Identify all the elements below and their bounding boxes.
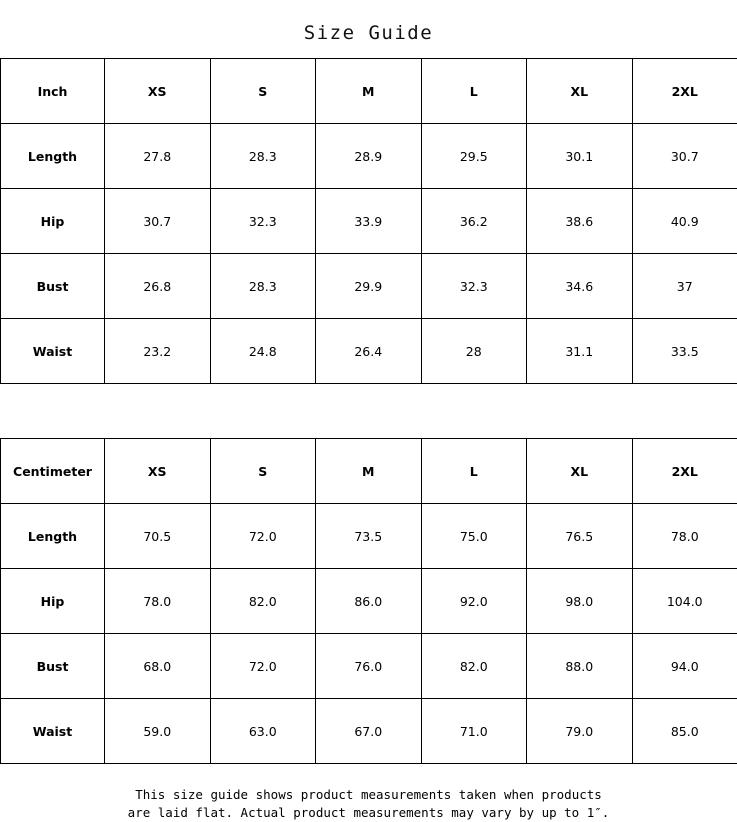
cell-hip-xs: 30.7 <box>105 189 211 254</box>
column-header-xl: XL <box>527 439 633 504</box>
cell-waist-l: 71.0 <box>421 699 527 764</box>
cell-hip-xl: 98.0 <box>527 569 633 634</box>
cell-bust-xs: 26.8 <box>105 254 211 319</box>
cell-waist-l: 28 <box>421 319 527 384</box>
row-label-bust: Bust <box>1 634 105 699</box>
cell-waist-xs: 23.2 <box>105 319 211 384</box>
footer-line-1: This size guide shows product measurements taken when products <box>0 786 737 804</box>
column-header-s: S <box>210 439 316 504</box>
row-label-waist: Waist <box>1 319 105 384</box>
cell-length-s: 28.3 <box>210 124 316 189</box>
cell-bust-l: 32.3 <box>421 254 527 319</box>
cell-bust-s: 28.3 <box>210 254 316 319</box>
unit-label-centimeter: Centimeter <box>1 439 105 504</box>
cell-length-xs: 27.8 <box>105 124 211 189</box>
cell-length-s: 72.0 <box>210 504 316 569</box>
cell-length-l: 75.0 <box>421 504 527 569</box>
cell-waist-xl: 31.1 <box>527 319 633 384</box>
cell-waist-s: 24.8 <box>210 319 316 384</box>
cell-hip-l: 36.2 <box>421 189 527 254</box>
column-header-2xl: 2XL <box>632 59 737 124</box>
footer-note <box>0 764 737 822</box>
cell-bust-xl: 88.0 <box>527 634 633 699</box>
column-header-2xl: 2XL <box>632 439 737 504</box>
table-row <box>1 254 737 319</box>
cell-hip-2xl: 40.9 <box>632 189 737 254</box>
column-header-m: M <box>316 439 422 504</box>
size-table-centimeter <box>0 438 737 764</box>
row-label-hip: Hip <box>1 189 105 254</box>
table-row <box>1 504 737 569</box>
column-header-xs: XS <box>105 439 211 504</box>
footer-line-2: are laid flat. Actual product measurements may vary by up to 1″. <box>0 804 737 822</box>
cell-hip-xs: 78.0 <box>105 569 211 634</box>
column-header-m: M <box>316 59 422 124</box>
cell-bust-l: 82.0 <box>421 634 527 699</box>
column-header-l: L <box>421 439 527 504</box>
cell-length-2xl: 78.0 <box>632 504 737 569</box>
page-title: Size Guide <box>0 0 737 58</box>
cell-bust-s: 72.0 <box>210 634 316 699</box>
cell-waist-s: 63.0 <box>210 699 316 764</box>
column-header-xl: XL <box>527 59 633 124</box>
table-row <box>1 189 737 254</box>
table-row <box>1 699 737 764</box>
column-header-s: S <box>210 59 316 124</box>
cell-length-2xl: 30.7 <box>632 124 737 189</box>
column-header-xs: XS <box>105 59 211 124</box>
table-row <box>1 634 737 699</box>
cell-bust-xs: 68.0 <box>105 634 211 699</box>
cell-hip-xl: 38.6 <box>527 189 633 254</box>
cell-length-m: 73.5 <box>316 504 422 569</box>
cell-bust-xl: 34.6 <box>527 254 633 319</box>
cell-hip-m: 86.0 <box>316 569 422 634</box>
cell-hip-2xl: 104.0 <box>632 569 737 634</box>
table-row <box>1 569 737 634</box>
unit-label-inch: Inch <box>1 59 105 124</box>
column-header-l: L <box>421 59 527 124</box>
cell-waist-2xl: 85.0 <box>632 699 737 764</box>
cell-hip-l: 92.0 <box>421 569 527 634</box>
row-label-bust: Bust <box>1 254 105 319</box>
cell-waist-xs: 59.0 <box>105 699 211 764</box>
table-header-row <box>1 59 737 124</box>
cell-bust-2xl: 37 <box>632 254 737 319</box>
cell-length-xs: 70.5 <box>105 504 211 569</box>
cell-hip-s: 32.3 <box>210 189 316 254</box>
cell-waist-2xl: 33.5 <box>632 319 737 384</box>
table-row <box>1 124 737 189</box>
cell-waist-xl: 79.0 <box>527 699 633 764</box>
row-label-hip: Hip <box>1 569 105 634</box>
cell-waist-m: 67.0 <box>316 699 422 764</box>
table-separator <box>0 384 737 438</box>
row-label-length: Length <box>1 124 105 189</box>
row-label-length: Length <box>1 504 105 569</box>
cell-bust-m: 29.9 <box>316 254 422 319</box>
size-table-inch <box>0 58 737 384</box>
cell-length-m: 28.9 <box>316 124 422 189</box>
row-label-waist: Waist <box>1 699 105 764</box>
cell-waist-m: 26.4 <box>316 319 422 384</box>
cell-length-xl: 30.1 <box>527 124 633 189</box>
cell-hip-s: 82.0 <box>210 569 316 634</box>
cell-length-l: 29.5 <box>421 124 527 189</box>
table-header-row <box>1 439 737 504</box>
cell-bust-m: 76.0 <box>316 634 422 699</box>
cell-hip-m: 33.9 <box>316 189 422 254</box>
table-row <box>1 319 737 384</box>
cell-bust-2xl: 94.0 <box>632 634 737 699</box>
cell-length-xl: 76.5 <box>527 504 633 569</box>
